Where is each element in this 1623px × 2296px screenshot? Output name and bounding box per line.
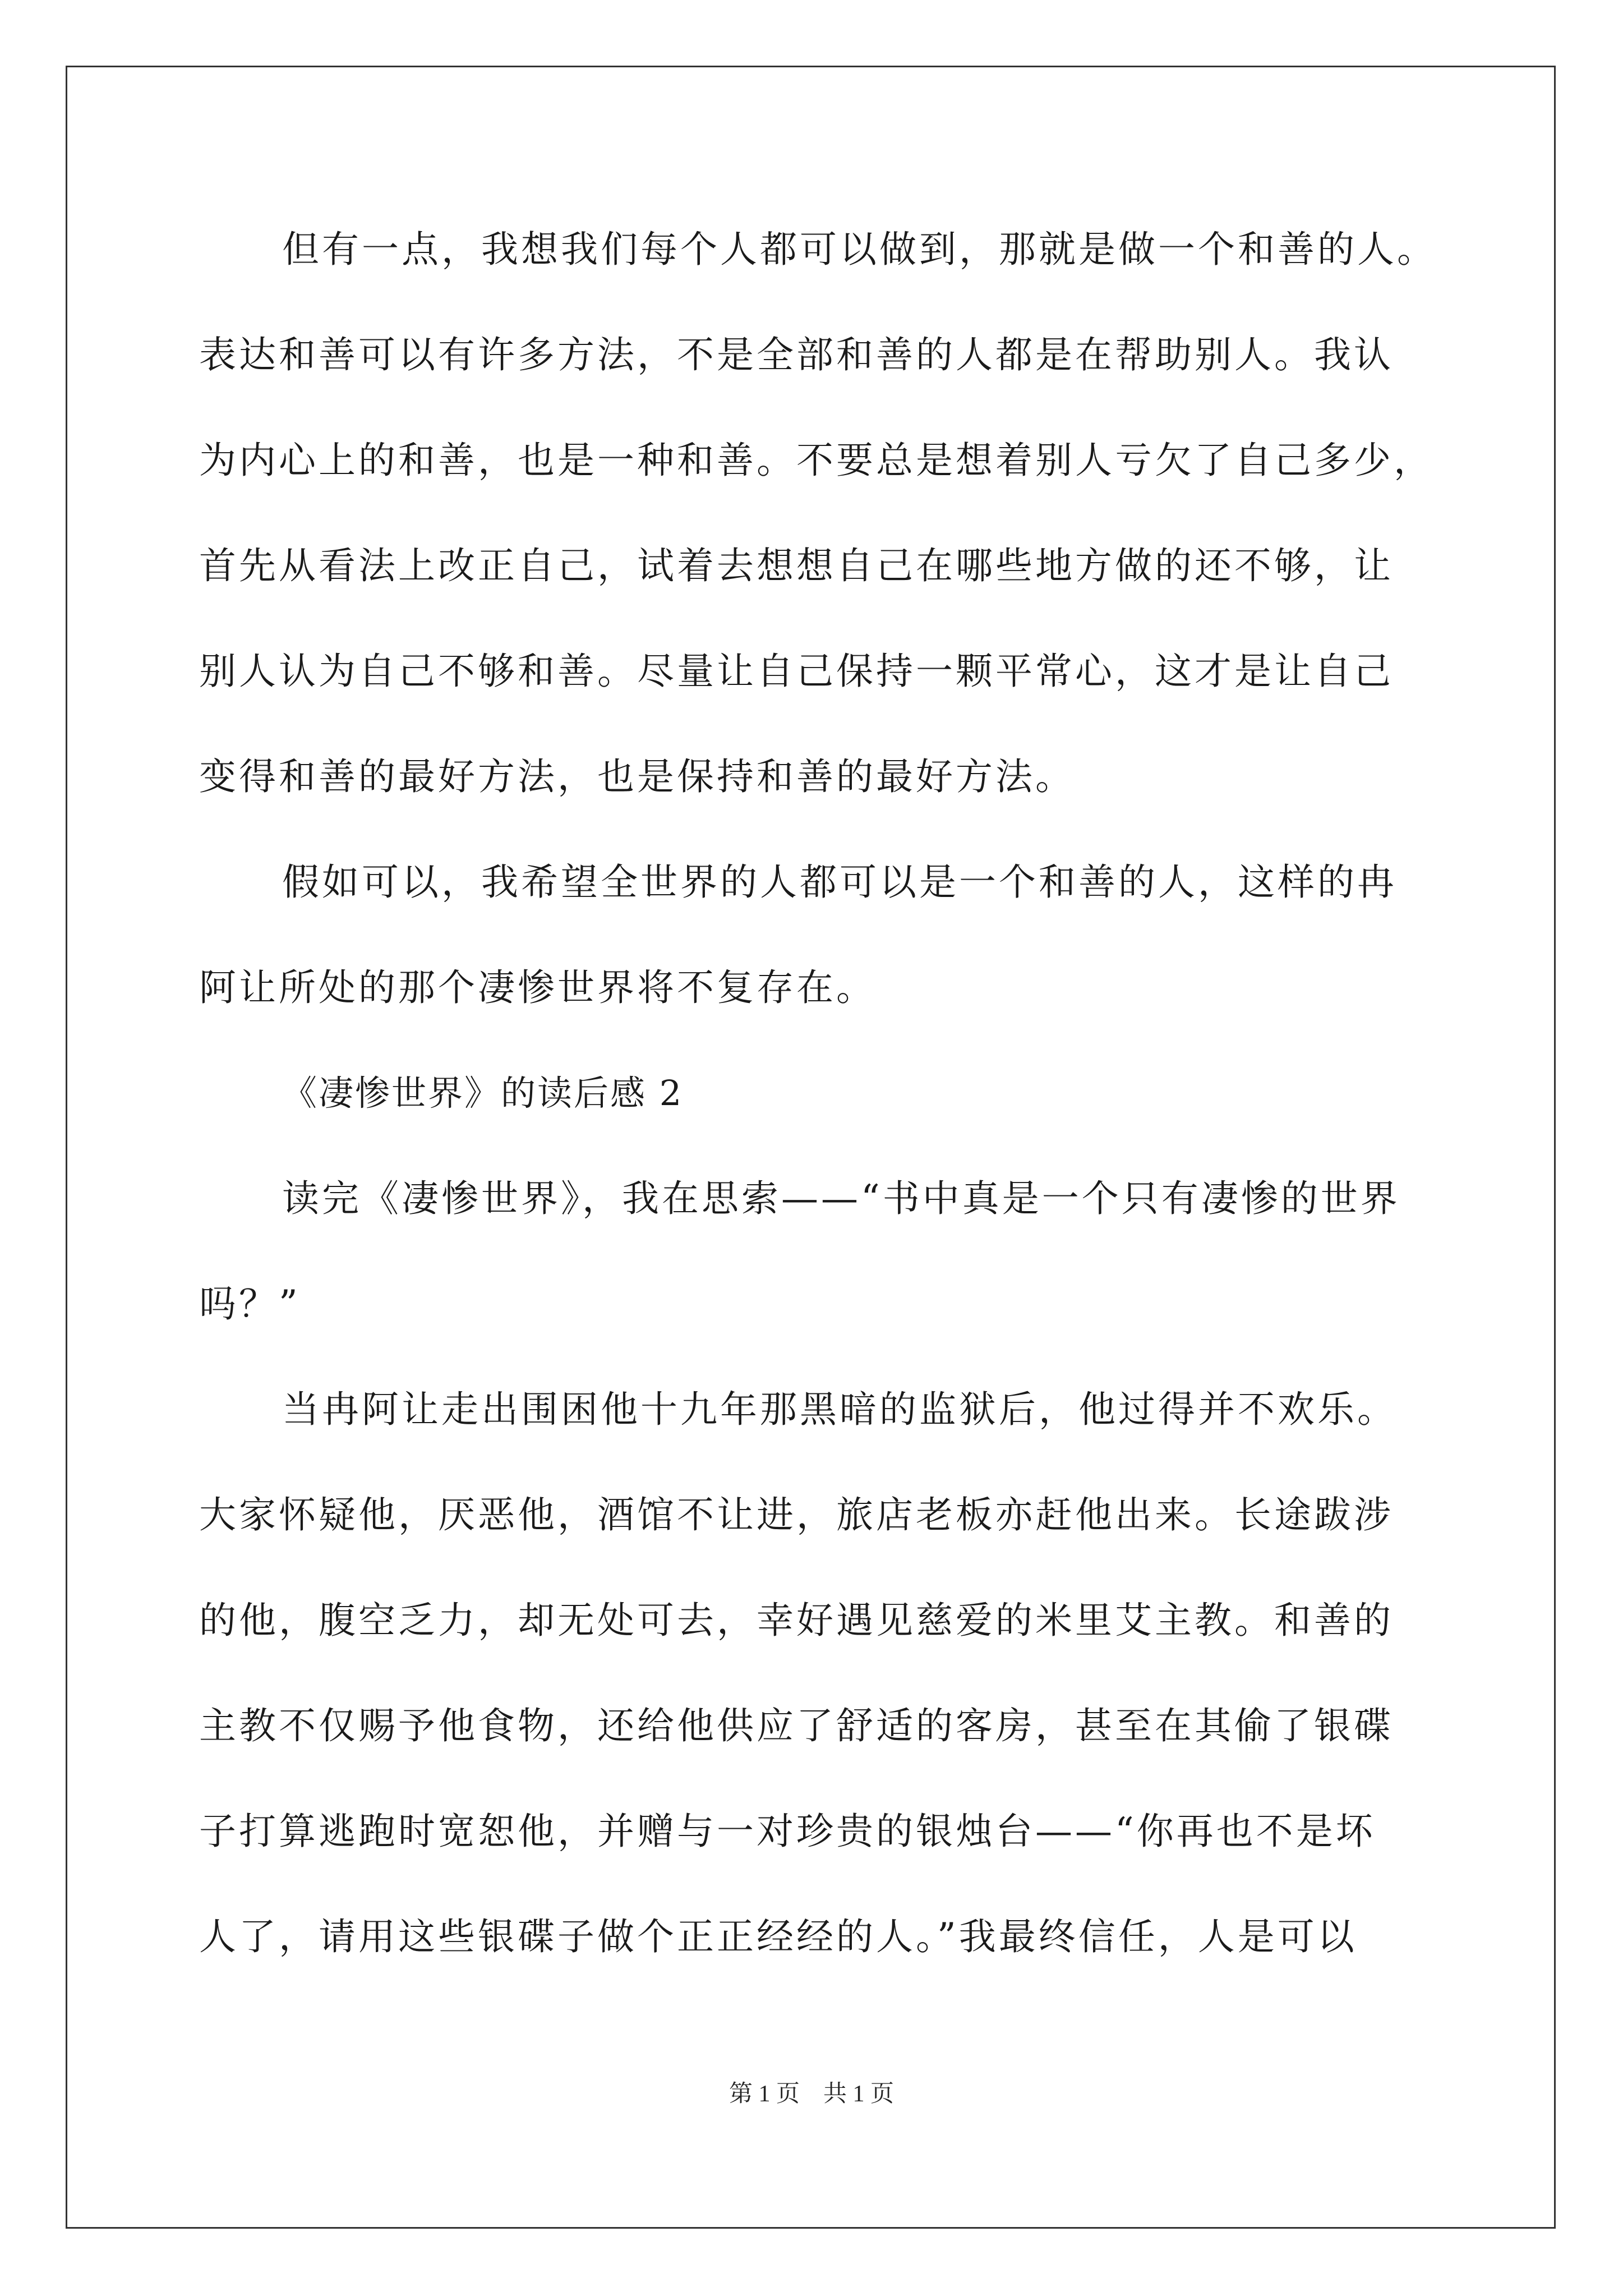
text-line: 当冉阿让走出围困他十九年那黑暗的监狱后，他过得并不欢乐。 <box>282 1388 1397 1431</box>
page-footer: 第 1 页 共 1 页 <box>728 2081 894 2107</box>
text-line: 的他，腹空乏力，却无处可去，幸好遇见慈爱的米里艾主教。和善的 <box>199 1599 1394 1642</box>
text-line: 主教不仅赐予他食物，还给他供应了舒适的客房，甚至在其偷了银碟 <box>199 1704 1394 1747</box>
text-line: 假如可以，我希望全世界的人都可以是一个和善的人，这样的冉 <box>282 861 1397 904</box>
text-line: 表达和善可以有许多方法，不是全部和善的人都是在帮助别人。我认 <box>199 333 1394 376</box>
text-line: 别人认为自己不够和善。尽量让自己保持一颗平常心，这才是让自己 <box>199 650 1394 693</box>
text-line: 但有一点，我想我们每个人都可以做到，那就是做一个和善的人。 <box>282 228 1437 271</box>
text-line: 阿让所处的那个凄惨世界将不复存在。 <box>199 966 876 1009</box>
text-line: 人了，请用这些银碟子做个正正经经的人。”我最终信任，人是可以 <box>199 1915 1357 1958</box>
text-line: 子打算逃跑时宽恕他，并赠与一对珍贵的银烛台——“你再也不是坏 <box>199 1810 1376 1853</box>
text-line: 首先从看法上改正自己，试着去想想自己在哪些地方做的还不够，让 <box>199 544 1394 587</box>
document-body <box>199 219 1437 2012</box>
text-line: 吗？” <box>199 1282 301 1326</box>
text-line: 读完《凄惨世界》，我在思索——“书中真是一个只有凄惨的世界 <box>282 1177 1400 1220</box>
text-line: 为内心上的和善，也是一种和善。不要总是想着别人亏欠了自己多少， <box>199 439 1433 482</box>
section-title: 《凄惨世界》的读后感 2 <box>282 1073 684 1114</box>
text-line: 变得和善的最好方法，也是保持和善的最好方法。 <box>199 755 1075 798</box>
text-line: 大家怀疑他，厌恶他，酒馆不让进，旅店老板亦赶他出来。长途跋涉 <box>199 1493 1394 1536</box>
